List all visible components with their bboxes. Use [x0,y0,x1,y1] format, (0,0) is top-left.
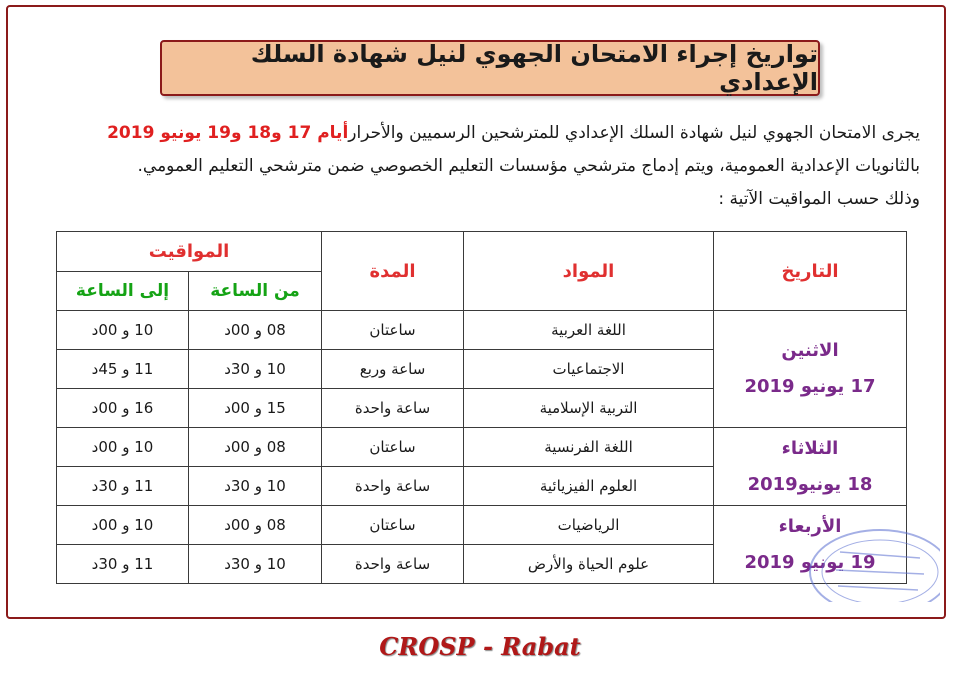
duration-cell: ساعة وربع [322,350,464,389]
day-date: 17 يونيو 2019 [744,376,876,397]
duration-cell: ساعتان [322,506,464,545]
footer-signature: CROSP - Rabat [379,632,581,661]
to-cell: 16 و 00د [57,389,189,428]
header-subjects: المواد [464,232,714,311]
to-cell: 11 و 45د [57,350,189,389]
duration-cell: ساعتان [322,428,464,467]
table-row [57,428,907,467]
subject-cell: العلوم الفيزيائية [464,467,714,506]
schedule-table [56,231,907,584]
official-stamp [800,522,940,602]
to-cell: 11 و 30د [57,467,189,506]
page-title-text: تواريخ إجراء الامتحان الجهوي لنيل شهادة السلك الإعدادي [250,40,818,96]
subject-cell: اللغة الفرنسية [464,428,714,467]
from-cell: 08 و 00د [189,428,322,467]
table-row [57,311,907,350]
header-to: إلى الساعة [57,272,189,311]
subject-cell: الاجتماعيات [464,350,714,389]
header-times: المواقيت [57,232,322,272]
header-date: التاريخ [714,232,907,311]
to-cell: 10 و 00د [57,428,189,467]
from-cell: 08 و 00د [189,311,322,350]
intro-paragraph [40,117,920,216]
to-cell: 10 و 00د [57,506,189,545]
exam-dates: أيام 17 و18 و19 يونيو 2019 [107,123,349,143]
duration-cell: ساعة واحدة [322,545,464,584]
duration-cell: ساعة واحدة [322,389,464,428]
from-cell: 10 و 30د [189,545,322,584]
day-name: الأربعاء [778,515,842,537]
table-row [57,506,907,545]
from-cell: 10 و 30د [189,467,322,506]
from-cell: 15 و 00د [189,389,322,428]
header-from: من الساعة [189,272,322,311]
to-cell: 11 و 30د [57,545,189,584]
subject-cell: الرياضيات [464,506,714,545]
header-duration: المدة [322,232,464,311]
page-title [160,40,820,96]
day-name: الاثنين [781,340,839,361]
intro-line-1 [40,117,920,150]
duration-cell: ساعة واحدة [322,467,464,506]
header-row [57,232,907,272]
subject-cell: اللغة العربية [464,311,714,350]
day-date: 18 يونيو2019 [747,473,873,495]
to-cell: 10 و 00د [57,311,189,350]
intro-line-3: وذلك حسب المواقيت الآتية : [718,189,920,209]
from-cell: 08 و 00د [189,506,322,545]
intro-line-2: بالثانويات الإعدادية العمومية، ويتم إدماج مترشحي مؤسسات التعليم الخصوصي ضمن مترشحي التعليم العمومي. [137,156,920,176]
from-cell: 10 و 30د [189,350,322,389]
day-date: 19 يونيو 2019 [744,551,876,573]
duration-cell: ساعتان [322,311,464,350]
day-cell-tuesday [714,428,907,506]
intro-line-1-prefix: يجرى الامتحان الجهوي لنيل شهادة السلك الإعدادي للمترشحين الرسميين والأحرار [348,123,920,143]
subject-cell: علوم الحياة والأرض [464,545,714,584]
day-name: الثلاثاء [781,437,839,459]
subject-cell: التربية الإسلامية [464,389,714,428]
day-cell-monday [714,311,907,428]
